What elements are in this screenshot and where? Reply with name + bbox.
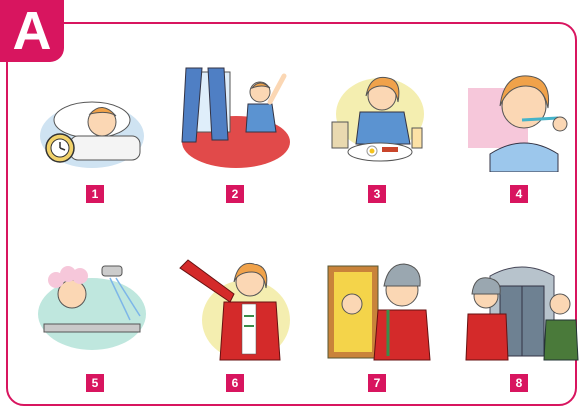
- picture-number-6: 6: [226, 374, 244, 392]
- picture-number-5: 5: [86, 374, 104, 392]
- section-label: A: [0, 0, 64, 62]
- picture-getting-up: [172, 62, 292, 172]
- picture-leaving-home: [318, 256, 438, 366]
- picture-number-2: 2: [226, 185, 244, 203]
- picture-number-4: 4: [510, 185, 528, 203]
- picture-number-8: 8: [510, 374, 528, 392]
- picture-having-a-shower: [30, 250, 150, 360]
- picture-number-1: 1: [86, 185, 104, 203]
- picture-brushing-teeth: [460, 62, 580, 172]
- picture-waking-up: [30, 70, 150, 180]
- picture-number-3: 3: [368, 185, 386, 203]
- picture-arriving-at-school: [460, 256, 580, 366]
- picture-getting-dressed: [172, 256, 292, 366]
- picture-having-breakfast: [318, 62, 438, 172]
- picture-number-7: 7: [368, 374, 386, 392]
